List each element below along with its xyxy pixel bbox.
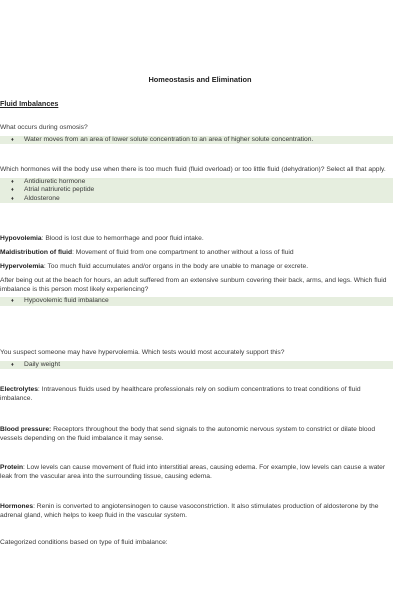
note-text: : Intravenous fluids used by healthcare professionals rely on sodium concentrations to treat conditions of fluid imbalance. bbox=[0, 386, 361, 402]
diamond-bullet-icon: ♦ bbox=[11, 298, 14, 305]
note-text: : Renin is converted to angiotensinogen to cause vasoconstriction. It also stimulates production of aldosterone by the adrenal gland, which helps to keep fluid in the vascular system. bbox=[0, 503, 379, 519]
question-text: After being out at the beach for hours, an adult suffered from an extensive sunburn covering their back, arms, and legs. Which fluid imbalance is this person most likely experiencing? bbox=[0, 277, 387, 293]
categorized-conditions-heading: Categorized conditions based on type of fluid imbalance: bbox=[0, 539, 168, 546]
answer-text: Water moves from an area of lower solute concentration to an area of higher solute concentration. bbox=[24, 135, 314, 143]
definition-hypovolemia bbox=[0, 235, 393, 244]
answer-text: Hypovolemic fluid imbalance bbox=[24, 297, 109, 305]
answer-item bbox=[11, 360, 393, 370]
answer-box bbox=[0, 297, 393, 306]
answer-text: Antidiuretic hormone bbox=[24, 177, 86, 185]
question-text: Which hormones will the body use when there is too much fluid (fluid overload) or too little fluid (dehydration)? Select all that apply. bbox=[0, 166, 386, 173]
note-electrolytes bbox=[0, 386, 393, 403]
term-label: Hypervolemia bbox=[0, 263, 44, 270]
question-block-sunburn bbox=[0, 277, 393, 306]
definition-maldistribution bbox=[0, 249, 393, 258]
answer-box bbox=[0, 178, 393, 204]
diamond-bullet-icon: ♦ bbox=[11, 361, 14, 368]
answer-item bbox=[11, 177, 393, 187]
question-block-osmosis bbox=[0, 124, 393, 144]
answer-item bbox=[11, 135, 393, 145]
term-label: Hormones bbox=[0, 503, 34, 510]
definition-text: : Movement of fluid from one compartment to another without a loss of fluid bbox=[72, 249, 294, 256]
diamond-bullet-icon: ♦ bbox=[11, 187, 14, 194]
answer-item bbox=[11, 297, 393, 306]
definition-text: : Too much fluid accumulates and/or organs in the body are unable to manage or excrete. bbox=[43, 263, 309, 270]
diamond-bullet-icon: ♦ bbox=[11, 136, 14, 143]
term-label: Protein bbox=[0, 464, 24, 471]
answer-item bbox=[11, 186, 393, 195]
answer-text: Daily weight bbox=[24, 360, 61, 368]
question-block-hypervolemia-tests bbox=[0, 349, 393, 369]
question-text: What occurs during osmosis? bbox=[0, 124, 88, 131]
definition-text: : Blood is lost due to hemorrhage and poor fluid intake. bbox=[41, 235, 204, 242]
answer-box bbox=[0, 136, 393, 145]
diamond-bullet-icon: ♦ bbox=[11, 195, 14, 202]
definition-hypervolemia bbox=[0, 263, 393, 272]
note-text: : Low levels can cause movement of fluid into interstitial areas, causing edema. For example, low levels can cause a water leak from the vascular area into the surrounding tissue, causing edema. bbox=[0, 464, 386, 480]
term-label: Maldistribution of fluid bbox=[0, 249, 73, 256]
note-blood-pressure bbox=[0, 426, 393, 443]
answer-text: Aldosterone bbox=[24, 194, 60, 202]
term-label: Hypovolemia bbox=[0, 235, 42, 242]
answer-item bbox=[11, 194, 393, 204]
diamond-bullet-icon: ♦ bbox=[11, 178, 14, 185]
term-label: Electrolytes bbox=[0, 386, 38, 393]
note-text: Receptors throughout the body that send signals to the autonomic nervous system to constrict or dilate blood vessels depending on the fluid imbalance it may sense. bbox=[0, 426, 376, 442]
question-text: You suspect someone may have hypervolemia. Which tests would most accurately support this? bbox=[0, 349, 285, 356]
answer-text: Atrial natriuretic peptide bbox=[24, 186, 95, 194]
section-title-fluid-imbalances: Fluid Imbalances bbox=[0, 99, 59, 108]
answer-box bbox=[0, 361, 393, 370]
note-protein bbox=[0, 464, 393, 481]
term-label: Blood pressure: bbox=[0, 426, 52, 433]
question-block-hormones bbox=[0, 166, 393, 203]
note-hormones bbox=[0, 503, 393, 520]
document-title: Homeostasis and Elimination bbox=[148, 75, 252, 84]
